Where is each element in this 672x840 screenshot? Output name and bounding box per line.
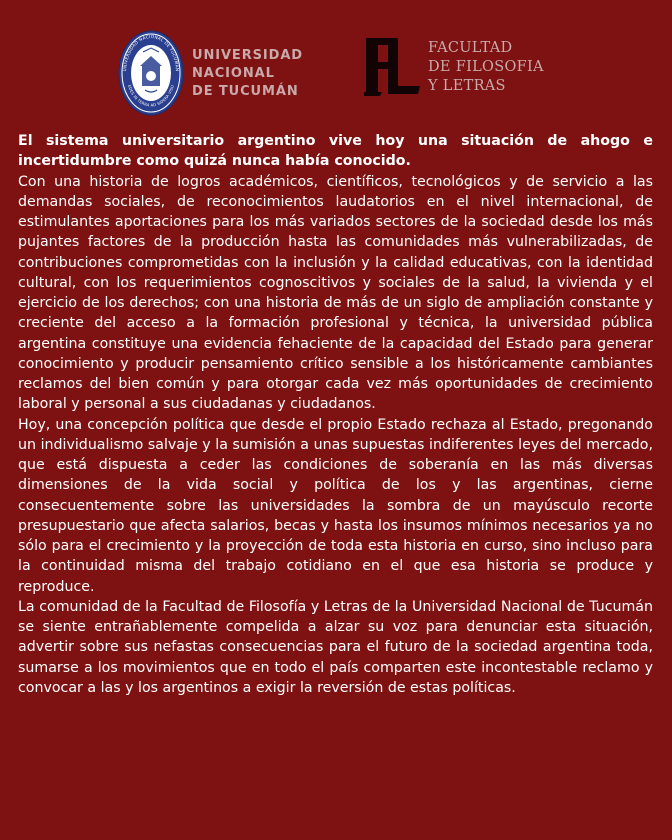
statement-body [18,131,653,698]
ffl-name: FACULTAD DE FILOSOFIA Y LETRAS [428,40,544,94]
svg-text:UNIVERSIDAD NACIONAL DE TUCUMÁ: UNIVERSIDAD NACIONAL DE TUCUMÁN [122,33,180,72]
ffl-monogram-icon [362,34,424,98]
unt-name: UNIVERSIDAD NACIONAL DE TUCUMÁN [192,48,303,99]
ffl-logo [362,34,592,110]
header [0,24,672,120]
paragraph-history: Con una historia de logros académicos, científicos, tecnológicos y de servicio a las demandas sociales, de reconocimientos laudatorios en el nivel internacional, de estimulantes aportaciones para los más variados sectores de la sociedad desde los más pujantes factores de la producción hasta las comunidades más vulnerabilizadas, de contribuciones comprometidas con la inclusión y la calidad educativas, con la identidad cultural, con los requerimientos cognoscitivos y sociales de la salud, la vivienda y el ejercicio de los derechos; con una historia de más de un siglo de ampliación constante y creciente del acceso a la formación profesional y técnica, la universidad pública argentina constituye una evidencia fehaciente de la capacidad del Estado para generar conocimiento y producir pensamiento crítico sensible a los históricamente cambiantes reclamos del bien común y para otorgar cada vez más oportunidades de crecimiento laboral y personal a sus ciudadanas y ciudadanos. [18,173,653,413]
unt-seal-icon [118,30,184,116]
headline: El sistema universitario argentino vive hoy una situación de ahogo e incertidumbre como quizá nunca había conocido. [18,133,653,170]
paragraph-call-to-action: La comunidad de la Facultad de Filosofía y Letras de la Universidad Nacional de Tucumán se siente entrañablemente compelida a alzar su voz para denunciar esta situación, advertir sobre sus nefastas consecuencias para el futuro de la sociedad argentina toda, sumarse a los movimientos que en todo el país comparten este incontestable reclamo y convocar a las y los argentinos a exigir la reversión de estas políticas. [18,598,653,696]
paragraph-current-policy: Hoy, una concepción política que desde el propio Estado rechaza al Estado, pregonando un individualismo salvaje y la sumisión a unas supuestas indiferentes leyes del mercado, que está dispuesta a ceder las condiciones de soberanía en las más diversas dimensiones de la vida social y política de los y las argentinas, cierne consecuentemente sobre las universidades la sombra de un mayúsculo recorte presupuestario que afecta salarios, becas y hasta los insumos mínimos necesarios ya no sólo para el crecimiento y la proyección de toda esta historia en curso, sino incluso para la continuidad misma del trabajo cotidiano en el que esa historia se produce y reproduce. [18,416,653,595]
svg-text:PEDES IN TERRA AD SIDERA VISUS: EDES IN TERRA AD SIDERA VISU [127,84,175,108]
